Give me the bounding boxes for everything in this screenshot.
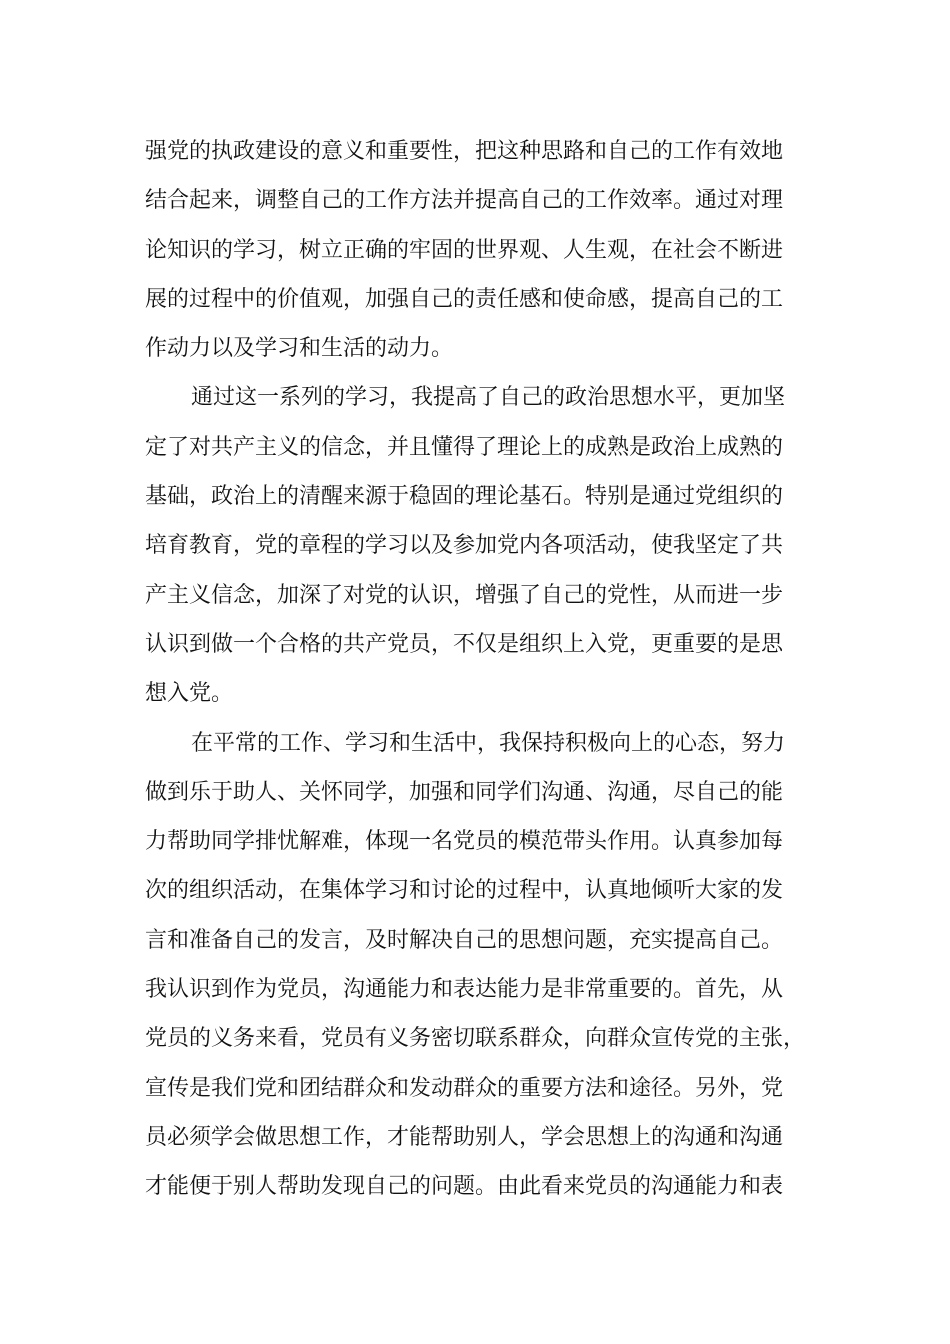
text-line: 认识到做一个合格的共产党员，不仅是组织上入党，更重要的是思 xyxy=(145,631,784,657)
text-line: 做到乐于助人、关怀同学，加强和同学们沟通、沟通，尽自己的能 xyxy=(145,779,784,805)
text-line: 作动力以及学习和生活的动力。 xyxy=(145,336,454,362)
text-line: 定了对共产主义的信念，并且懂得了理论上的成熟是政治上成熟的 xyxy=(145,434,784,460)
text-line: 强党的执政建设的意义和重要性，把这种思路和自己的工作有效地 xyxy=(145,139,784,164)
text-line: 结合起来，调整自己的工作方法并提高自己的工作效率。通过对理 xyxy=(145,188,784,214)
text-line: 力帮助同学排忧解难，体现一名党员的模范带头作用。认真参加每 xyxy=(145,829,784,855)
text-line: 才能便于别人帮助发现自己的问题。由此看来党员的沟通能力和表 xyxy=(145,1174,784,1200)
paragraph-1 xyxy=(145,127,835,373)
text-line: 宣传是我们党和团结群众和发动群众的重要方法和途径。另外，党 xyxy=(145,1075,784,1101)
paragraph-3 xyxy=(145,719,835,1212)
text-line: 员必须学会做思想工作，才能帮助别人，学会思想上的沟通和沟通 xyxy=(145,1124,784,1150)
text-line: 培育教育，党的章程的学习以及参加党内各项活动，使我坚定了共 xyxy=(145,533,784,559)
text-line: 言和准备自己的发言，及时解决自己的思想问题，充实提高自己。 xyxy=(145,927,784,953)
text-line-first: 通过这一系列的学习，我提高了自己的政治思想水平，更加坚 xyxy=(191,385,786,411)
text-line: 次的组织活动，在集体学习和讨论的过程中，认真地倾听大家的发 xyxy=(145,878,784,904)
document-body xyxy=(145,127,835,1212)
paragraph-2 xyxy=(145,373,835,718)
text-line-first: 在平常的工作、学习和生活中，我保持积极向上的心态，努力 xyxy=(191,730,786,756)
text-line: 我认识到作为党员，沟通能力和表达能力是非常重要的。首先，从 xyxy=(145,977,784,1003)
text-line: 想入党。 xyxy=(145,681,234,707)
text-line: 展的过程中的价值观，加强自己的责任感和使命感，提高自己的工 xyxy=(145,286,784,312)
text-line: 论知识的学习，树立正确的牢固的世界观、人生观，在社会不断进 xyxy=(145,237,784,263)
text-line: 党员的义务来看，党员有义务密切联系群众，向群众宣传党的主张， xyxy=(145,1026,806,1052)
text-line: 基础，政治上的清醒来源于稳固的理论基石。特别是通过党组织的 xyxy=(145,484,784,510)
text-line: 产主义信念，加深了对党的认识，增强了自己的党性，从而进一步 xyxy=(145,582,784,608)
